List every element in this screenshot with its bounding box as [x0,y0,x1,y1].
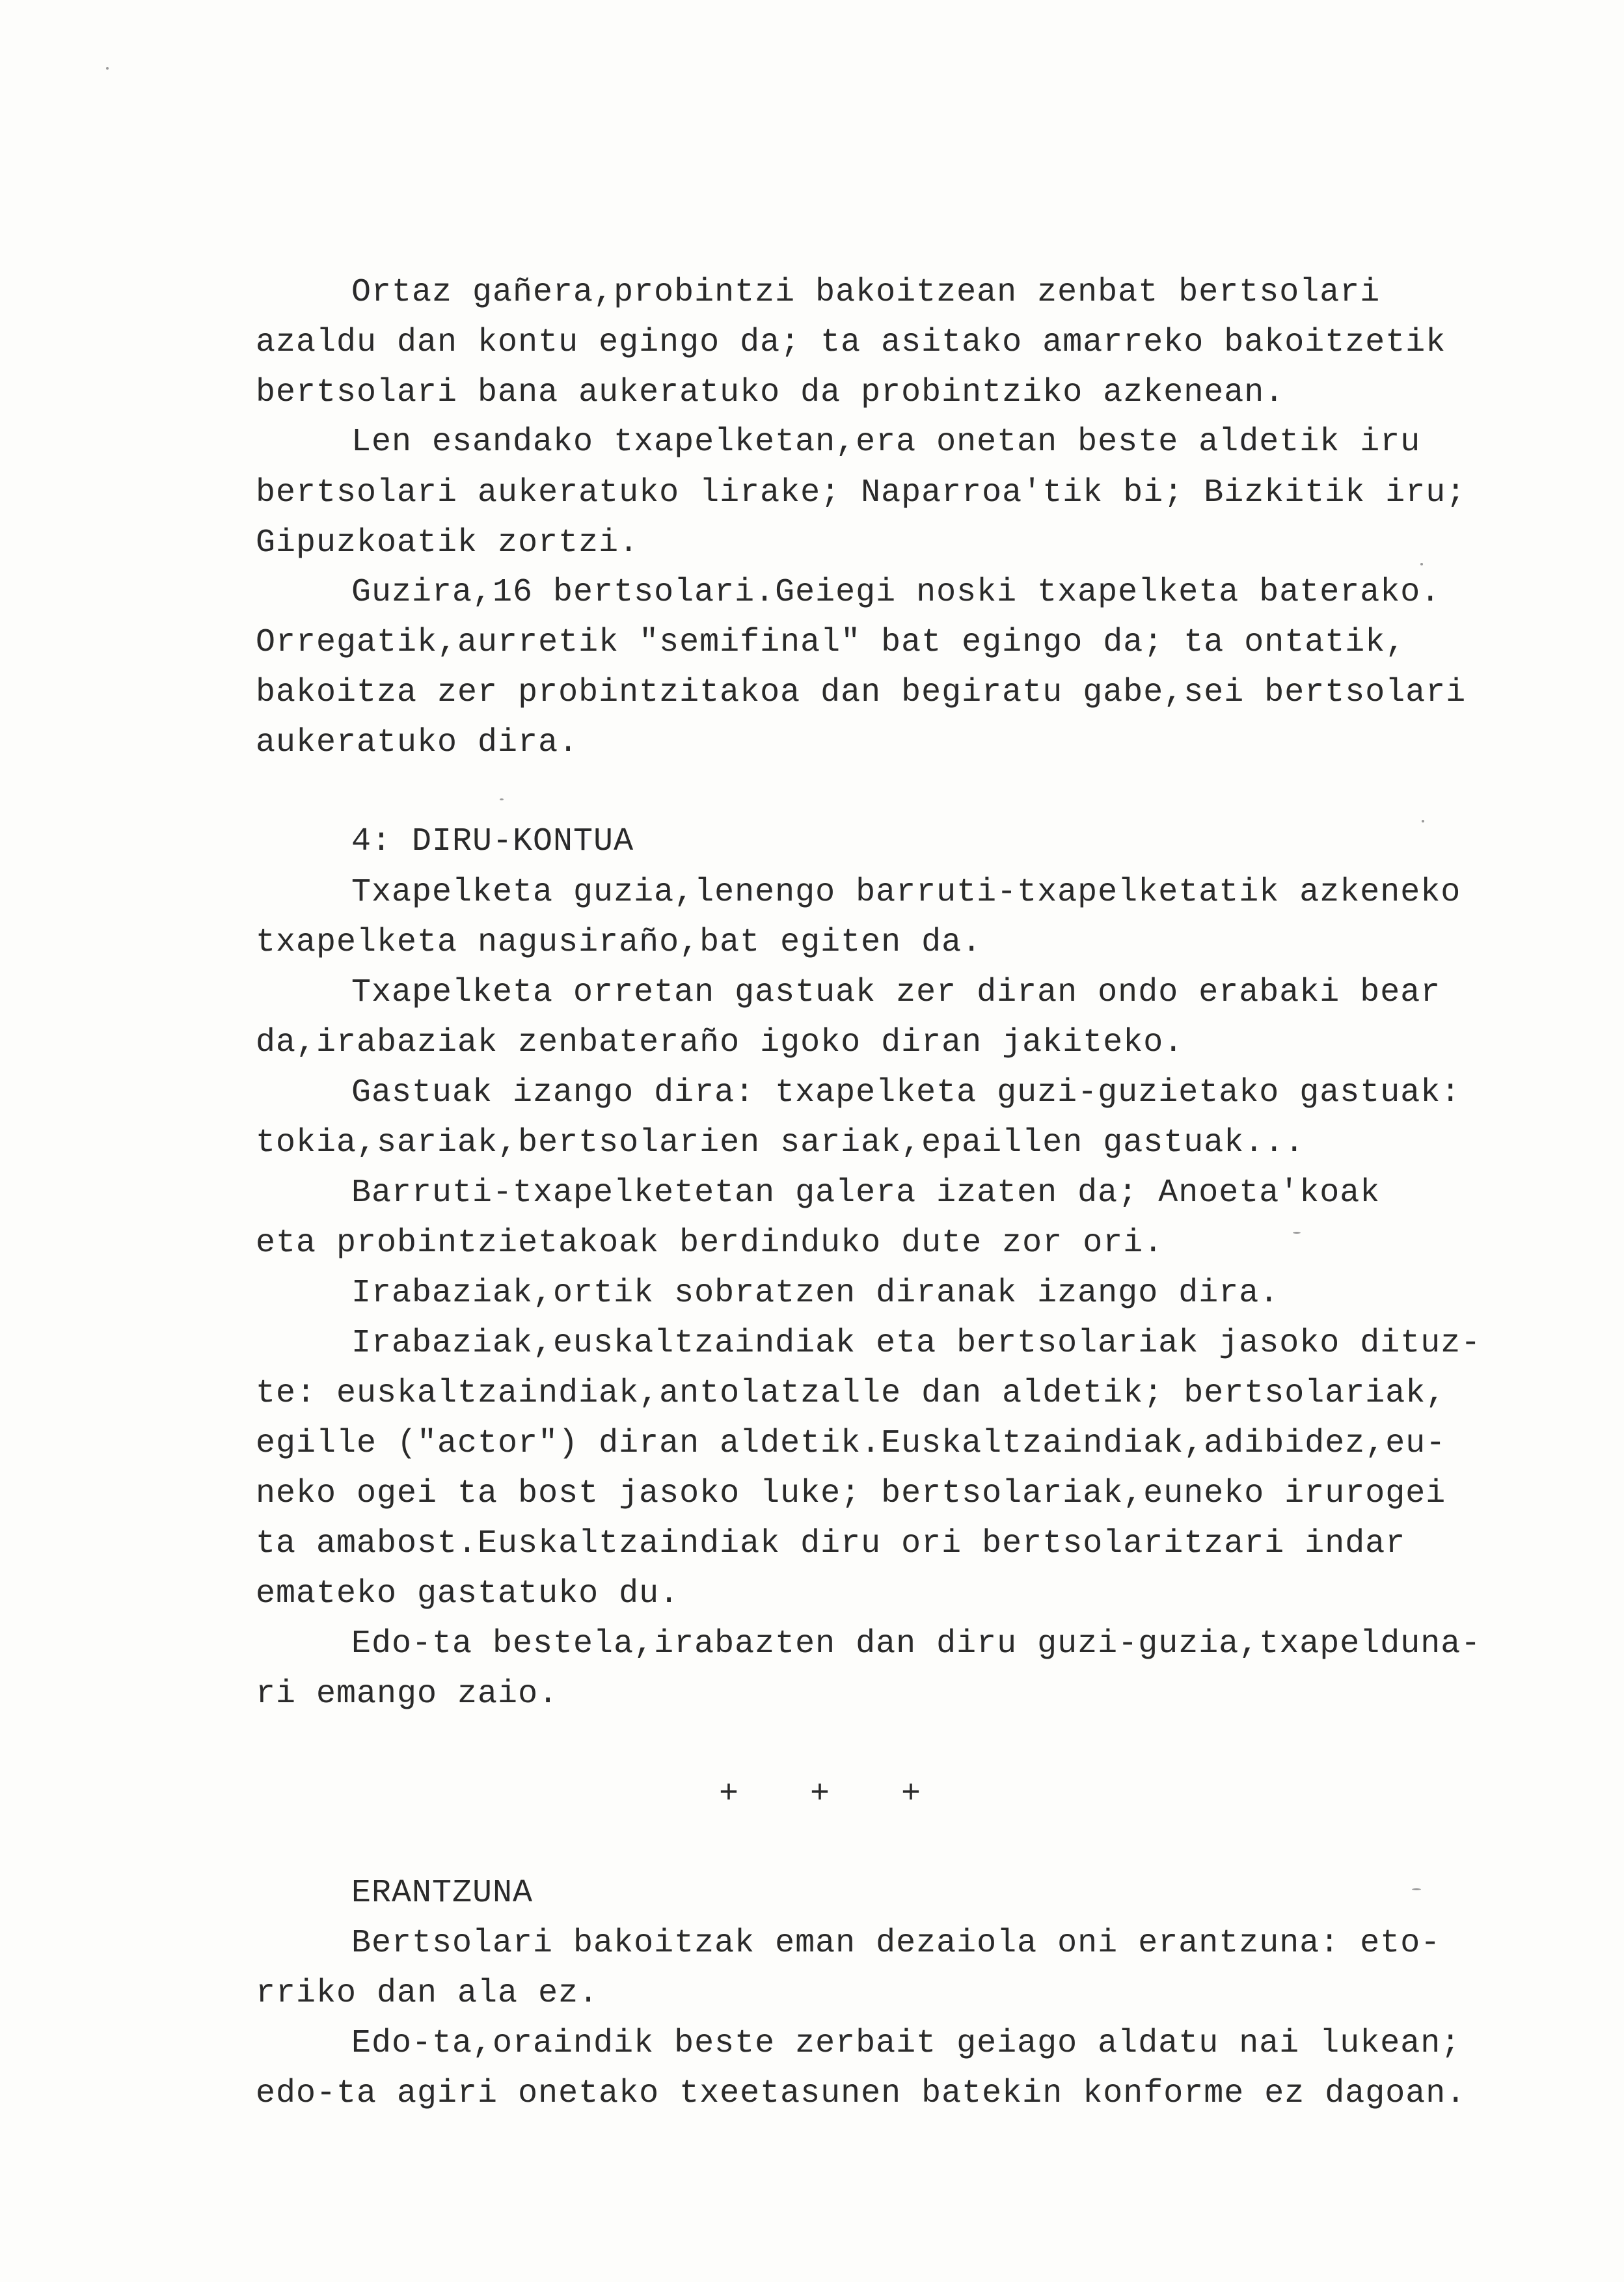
paper-speck [1412,1888,1421,1890]
section-separator: + + + [719,1776,947,1813]
text-line: bertsolari aukeratuko lirake; Naparroa'tik bi; Bizkitik iru; [256,474,1467,511]
text-line: ri emango zaio. [256,1676,559,1713]
text-line: te: euskaltzaindiak,antolatzalle dan aldetik; bertsolariak, [256,1375,1446,1412]
text-line: Bertsolari bakoitzak eman dezaiola oni erantzuna: eto- [351,1925,1441,1962]
text-line: ta amabost.Euskaltzaindiak diru ori bertsolaritzari indar [256,1525,1406,1562]
paper-speck [1420,563,1423,565]
paper-speck [500,798,504,800]
text-line: edo-ta agiri onetako txeetasunen batekin konforme ez dagoan. [256,2075,1467,2112]
text-line: bertsolari bana aukeratuko da probintziko azkenean. [256,374,1285,411]
text-line: Len esandako txapelketan,era onetan beste aldetik iru [351,424,1421,461]
paper-speck [106,67,109,70]
text-line: Irabaziak,euskaltzaindiak eta bertsolariak jasoko dituz- [351,1325,1482,1362]
paper-speck [1422,820,1424,822]
paper-speck [1293,1232,1301,1234]
section-heading: ERANTZUNA [351,1875,534,1912]
text-line: emateko gastatuko du. [256,1575,680,1612]
text-line: bakoitza zer probintzitakoa dan begiratu gabe,sei bertsolari [256,674,1467,711]
text-line: txapelketa nagusiraño,bat egiten da. [256,924,982,961]
text-line: Edo-ta bestela,irabazten dan diru guzi-guzia,txapelduna- [351,1625,1482,1663]
text-line: Ortaz gañera,probintzi bakoitzean zenbat bertsolari [351,274,1381,311]
text-line: Edo-ta,oraindik beste zerbait geiago aldatu nai lukean; [351,2025,1461,2062]
text-line: Gastuak izango dira: txapelketa guzi-guzietako gastuak: [351,1074,1461,1111]
text-line: neko ogei ta bost jasoko luke; bertsolariak,euneko irurogei [256,1475,1446,1512]
text-line: Txapelketa guzia,lenengo barruti-txapelketatik azkeneko [351,874,1461,911]
text-line: rriko dan ala ez. [256,1975,599,2012]
text-line: Guzira,16 bertsolari.Geiegi noski txapelketa baterako. [351,574,1441,611]
text-line: Gipuzkoatik zortzi. [256,524,640,562]
text-line: Irabaziak,ortik sobratzen diranak izango dira. [351,1275,1280,1312]
text-line: egille ("actor") diran aldetik.Euskaltzaindiak,adibidez,eu- [256,1425,1446,1462]
section-heading: 4: DIRU-KONTUA [351,823,634,860]
text-line: azaldu dan kontu egingo da; ta asitako amarreko bakoitzetik [256,324,1446,361]
text-line: eta probintzietakoak berdinduko dute zor ori. [256,1225,1164,1262]
text-line: tokia,sariak,bertsolarien sariak,epaillen gastuak... [256,1124,1305,1161]
text-line: aukeratuko dira. [256,724,579,761]
text-line: Txapelketa orretan gastuak zer diran ondo erabaki bear [351,974,1441,1011]
text-line: Barruti-txapelketetan galera izaten da; Anoeta'koak [351,1175,1381,1212]
text-line: Orregatik,aurretik "semifinal" bat egingo da; ta ontatik, [256,624,1406,661]
text-line: da,irabaziak zenbateraño igoko diran jakiteko. [256,1024,1184,1061]
